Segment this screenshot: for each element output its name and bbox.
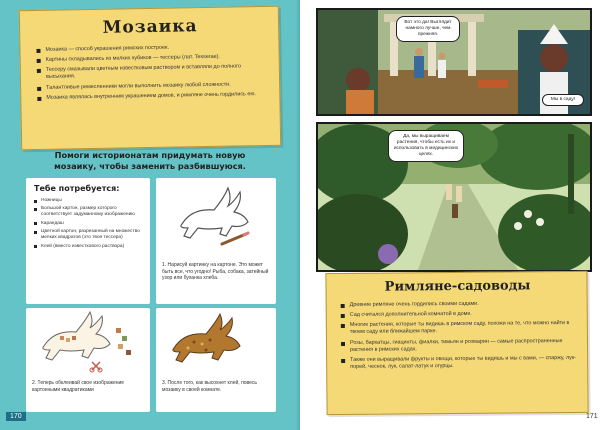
- speech-bubble-garden-arrival: Мы в саду!: [542, 94, 584, 106]
- rabbit-sketch-illustration: [162, 184, 272, 252]
- mosaic-title: Мозаика: [102, 16, 198, 38]
- page-number-right: 171: [586, 413, 598, 420]
- gardeners-bullet: Сад считался дополнительной комнатой в доме.: [341, 310, 579, 319]
- gardeners-title: Римляне-садоводы: [384, 278, 531, 295]
- comic-panel-villa: [316, 8, 592, 116]
- step1-card: [156, 178, 276, 304]
- step2-card: [26, 308, 150, 412]
- material-item: Ножницы: [34, 198, 144, 204]
- step3-card: [156, 308, 276, 412]
- material-item: Цветной картон, разрезанный на множество мелких квадратов (это твоя тессера): [34, 229, 144, 241]
- step3-text: 3. После того, как высохнет клей, повесь мозаику в своей комнате.: [162, 380, 258, 393]
- materials-list: [34, 198, 144, 252]
- material-item: Клей (вместо известкового раствора): [34, 244, 144, 250]
- step2-text: 2. Теперь обклеивай свое изображение картонными квадратиками: [32, 380, 125, 393]
- right-page: [300, 0, 600, 430]
- step1-text: 1. Нарисуй картинку на картоне. Это может быть все, что угодно! Рыба, собака, затейный узор или буханка хлеба.: [162, 262, 269, 281]
- speech-bubble-garden: Да, мы выращиваем растения, чтобы есть их и использовать в медицинских целях.: [388, 130, 464, 162]
- mosaic-bullet: Мозаика являлась внутренним украшением домов, и римляне очень гордились ею.: [37, 91, 267, 102]
- gardeners-info-panel: [325, 271, 588, 415]
- material-item: Большой картон, размер которого соответствует задуманному изображению: [34, 206, 144, 218]
- speech-bubble-villa: Вот это да! Выглядит намного лучше, чем прежняя.: [396, 16, 460, 42]
- mosaic-bullet: Талантливые ремесленники могли выполнить мозаику любой сложности.: [37, 81, 267, 92]
- page-number-left: 170: [6, 412, 26, 421]
- material-item: Карандаш: [34, 221, 144, 227]
- rabbit-tessera-illustration: [30, 310, 146, 376]
- gardeners-bullets: [341, 300, 580, 374]
- mosaic-info-panel: [19, 6, 281, 151]
- gardeners-bullet: Многие растения, которые ты видишь в римском саду, похожи на те, что можно найти в твоем саду или ближайшем парке.: [341, 320, 579, 336]
- mosaic-bullet: Тессеру смазывали цветным известковым раствором и вставляли до полного высыхания.: [37, 63, 267, 81]
- comic-panel-garden: [316, 122, 592, 272]
- materials-title: Тебе потребуется:: [34, 184, 120, 193]
- mosaic-bullets: [36, 43, 267, 105]
- materials-card: [26, 178, 150, 304]
- gardeners-bullet: Также они выращивали фрукты и овощи, которые ты видишь и мы с вами, — спаржу, лук-порей, чеснок, лук, салат-латук и огурцы.: [341, 355, 579, 371]
- gardeners-bullet: Розы, бархатцы, гиацинты, фиалки, тимьян и розмарин — самые распространенные растения в римских садах.: [341, 337, 579, 353]
- finished-mosaic-rabbit: [160, 310, 270, 376]
- task-heading: Помоги историонатам придумать новую мозаику, чтобы заменить разбившуюся.: [54, 150, 246, 171]
- gardeners-bullet: Древние римляне очень гордились своими садами.: [341, 300, 579, 309]
- mosaic-bullet: Картины складывались из мелких кубиков — тессеры (лат. Tesserae).: [37, 53, 267, 64]
- mosaic-bullet: Мозаика — способ украшения римских построек.: [36, 43, 266, 54]
